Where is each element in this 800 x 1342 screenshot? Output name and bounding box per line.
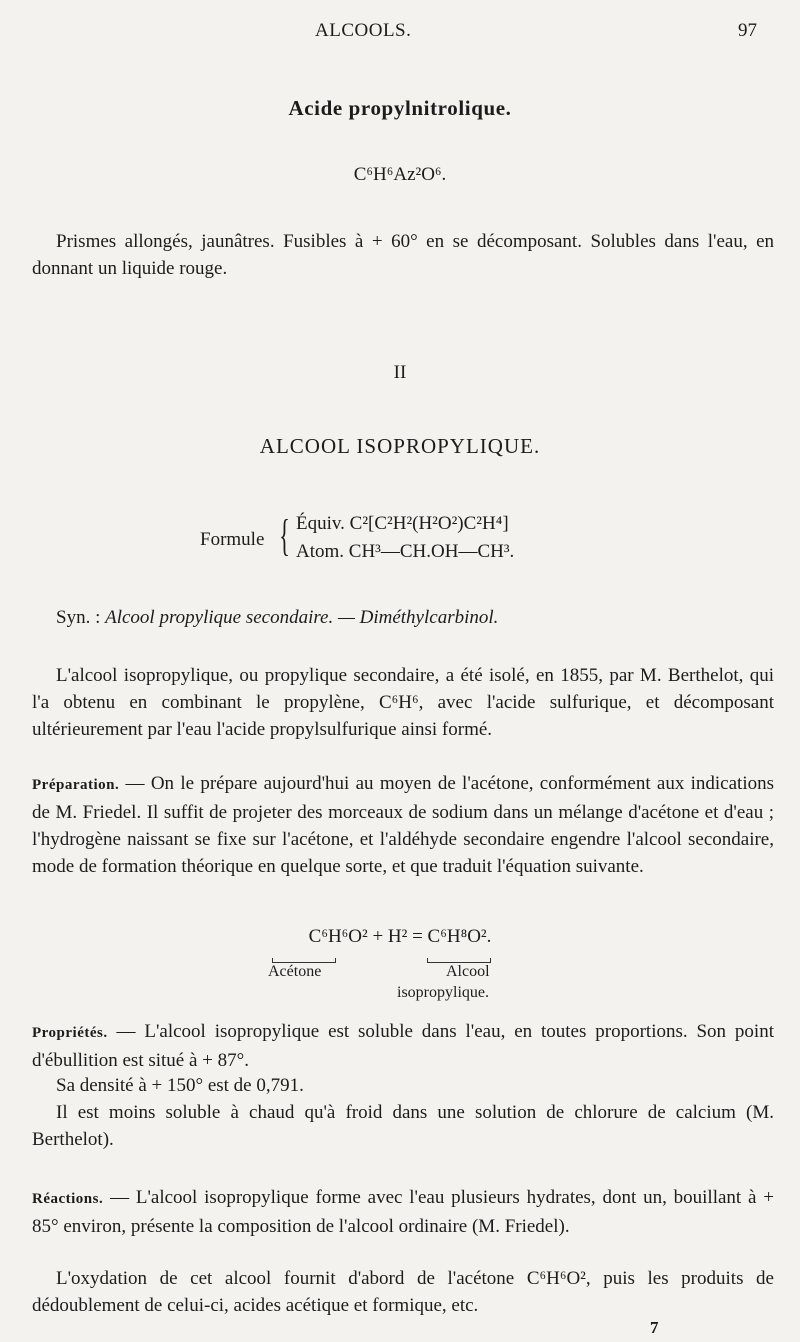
paragraph-reactions: Réactions. — L'alcool isopropylique forme avec l'eau plusieurs hydrates, dont un, bouillant à + 85° environ, présente la composition de l'alcool ordinaire (M. Friedel).	[32, 1187, 774, 1237]
paragraph-proprietes: Propriétés. — L'alcool isopropylique est soluble dans l'eau, en toutes proportions. Son point d'ébullition est situé à + 87°.	[32, 1021, 774, 1071]
paragraph-description: Prismes allongés, jaunâtres. Fusibles à + 60° en se décomposant. Solubles dans l'eau, en donnant un liquide rouge.	[32, 231, 774, 279]
formula-equiv: Équiv. C²[C²H²(H²O²)C²H⁴]	[296, 513, 509, 534]
equation-label-isopropylique: isopropylique.	[397, 984, 489, 1001]
paragraph-preparation: Préparation. — On le prépare aujourd'hui au moyen de l'acétone, conformément aux indications de M. Friedel. Il suffit de projeter des morceaux de sodium dans un mélange d'acétone et d'eau ; l'hydrogène naissant se fixe sur l'acétone, et l'aldéhyde secondaire engendre l'alcool secondaire, mode de formation théorique en quelque sorte, et que traduit l'équation suivante.	[32, 773, 774, 877]
paragraph-solubilite: Il est moins soluble à chaud qu'à froid dans une solution de chlorure de calcium (M. Berthelot).	[32, 1102, 774, 1150]
equation-label-acetone: Acétone	[268, 963, 322, 980]
synonyms-line: Syn. : Alcool propylique secondaire. — Diméthylcarbinol.	[56, 607, 499, 628]
chemical-formula: C⁶H⁶Az²O⁶.	[353, 164, 447, 185]
paragraph-intro: L'alcool isopropylique, ou propylique secondaire, a été isolé, en 1855, par M. Berthelot, qui l'a obtenu en combinant le propylène, C⁶H⁶, avec l'acide sulfurique, et décomposant ultérieurement par l'eau l'acide propylsulfurique ainsi formé.	[32, 665, 774, 740]
running-title: ALCOOLS.	[315, 20, 412, 41]
section-title: ALCOOL ISOPROPYLIQUE.	[259, 434, 541, 458]
running-header	[0, 20, 800, 50]
section-heading-acide: Acide propylnitrolique.	[288, 96, 512, 120]
brace-glyph: {	[279, 511, 290, 560]
equation-label-alcool: Alcool	[446, 963, 490, 980]
equation: C⁶H⁶O² + H² = C⁶H⁸O².	[308, 926, 492, 947]
signature-mark: 7	[650, 1318, 659, 1337]
section-number: II	[393, 362, 407, 383]
paragraph-densite: Sa densité à + 150° est de 0,791.	[56, 1075, 304, 1096]
page-number: 97	[738, 20, 757, 41]
paragraph-oxydation: L'oxydation de cet alcool fournit d'abord de l'acétone C⁶H⁶O², puis les produits de dédoublement de celui-ci, acides acétique et formique, etc.	[32, 1268, 774, 1316]
formula-atom: Atom. CH³—CH.OH—CH³.	[296, 541, 515, 562]
formula-label: Formule	[200, 529, 265, 550]
